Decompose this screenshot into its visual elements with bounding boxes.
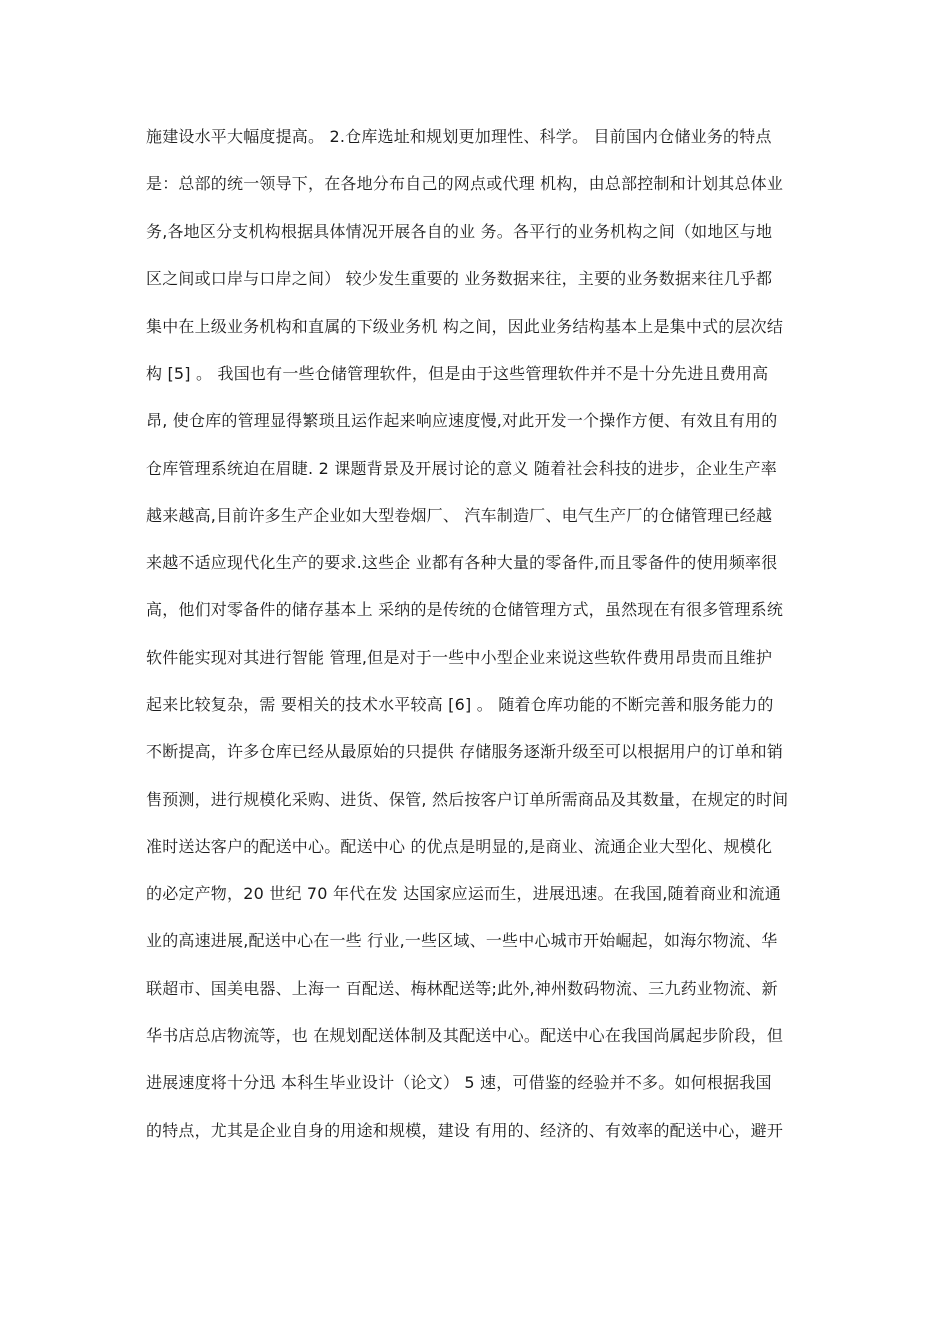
paragraph-line: 售预测，进行规模化采购、进货、保管, 然后按客户订单所需商品及其数量，在规定的时间	[146, 790, 789, 809]
paragraph-line: 是：总部的统一领导下，在各地分布自己的网点或代理 机构，由总部控制和计划其总体业	[146, 174, 784, 193]
paragraph-line: 高，他们对零备件的储存基本上 采纳的是传统的仓储管理方式，虽然现在有很多管理系统	[146, 600, 784, 619]
paragraph-line: 业的高速进展,配送中心在一些 行业,一些区域、一些中心城市开始崛起，如海尔物流、华	[146, 931, 778, 950]
paragraph-line: 务,各地区分支机构根据具体情况开展各自的业 务。各平行的业务机构之间（如地区与地	[146, 222, 773, 241]
paragraph-line: 不断提高，许多仓库已经从最原始的只提供 存储服务逐渐升级至可以根据用户的订单和销	[146, 742, 784, 761]
paragraph-line: 施建设水平大幅度提高。 2.仓库选址和规划更加理性、科学。 目前国内仓储业务的特点	[146, 127, 772, 146]
paragraph-line: 集中在上级业务机构和直属的下级业务机 构之间，因此业务结构基本上是集中式的层次结	[146, 317, 784, 336]
paragraph-line: 仓库管理系统迫在眉睫. 2 课题背景及开展讨论的意义 随着社会科技的进步，企业生产率	[146, 459, 777, 478]
paragraph-line: 来越不适应现代化生产的要求.这些企 业都有各种大量的零备件,而且零备件的使用频率很	[146, 553, 778, 572]
paragraph-line: 起来比较复杂，需 要相关的技术水平较高 [6] 。 随着仓库功能的不断完善和服务能力的	[146, 695, 774, 714]
paragraph-line: 软件能实现对其进行智能 管理,但是对于一些中小型企业来说这些软件费用昂贵而且维护	[146, 648, 773, 667]
paragraph-line: 的必定产物，20 世纪 70 年代在发 达国家应运而生，进展迅速。在我国,随着商业和流通	[146, 884, 781, 903]
paragraph-line: 联超市、国美电器、上海一 百配送、梅林配送等;此外,神州数码物流、三九药业物流、新	[146, 979, 778, 998]
paragraph-line: 准时送达客户的配送中心。配送中心 的优点是明显的,是商业、流通企业大型化、规模化	[146, 837, 773, 856]
paragraph-line: 的特点，尤其是企业自身的用途和规模，建设 有用的、经济的、有效率的配送中心，避开	[146, 1121, 784, 1140]
paragraph-line: 华书店总店物流等，也 在规划配送体制及其配送中心。配送中心在我国尚属起步阶段，但	[146, 1026, 784, 1045]
paragraph-line: 昂, 使仓库的管理显得繁琐且运作起来响应速度慢,对此开发一个操作方便、有效且有用的	[146, 411, 778, 430]
paragraph-line: 越来越高,目前许多生产企业如大型卷烟厂、 汽车制造厂、电气生产厂的仓储管理已经越	[146, 506, 773, 525]
paragraph-line: 区之间或口岸与口岸之间） 较少发生重要的 业务数据来往，主要的业务数据来往几乎都	[146, 269, 773, 288]
paragraph-line: 进展速度将十分迅 本科生毕业设计（论文） 5 速，可借鉴的经验并不多。如何根据我国	[146, 1073, 772, 1092]
paragraph-line: 构 [5] 。 我国也有一些仓储管理软件，但是由于这些管理软件并不是十分先进且费用高	[146, 364, 769, 383]
